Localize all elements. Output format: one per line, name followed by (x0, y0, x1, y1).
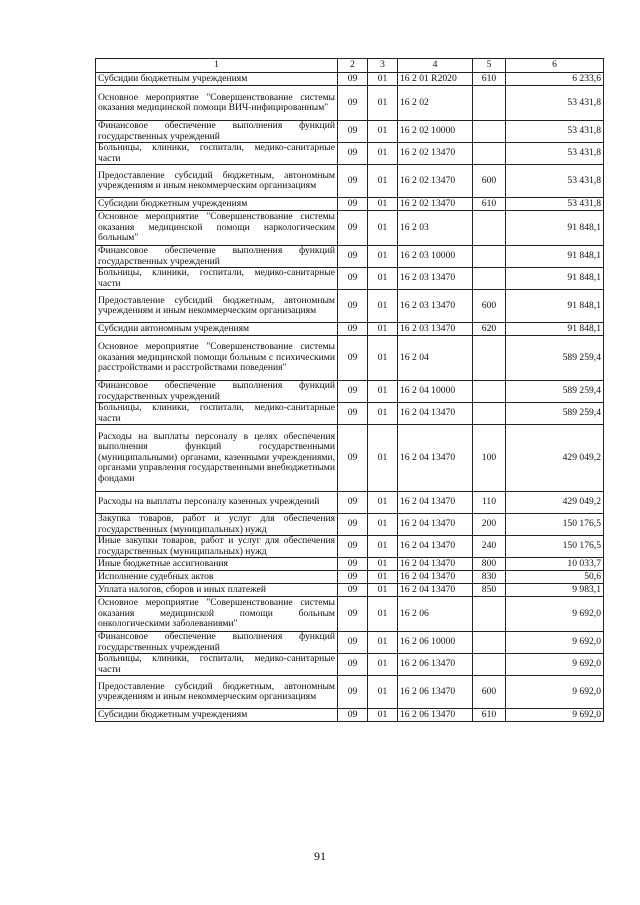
header-col-6: 6 (506, 59, 604, 73)
cell-section: 09 (338, 709, 368, 722)
cell-expense-type (473, 143, 506, 165)
cell-name: Больницы, клиники, госпитали, медико-санитарные части (96, 143, 338, 165)
cell-amount: 150 176,5 (506, 514, 604, 536)
table-row (96, 211, 604, 246)
cell-subsection: 01 (368, 632, 398, 654)
cell-amount: 589 259,4 (506, 403, 604, 425)
cell-subsection: 01 (368, 597, 398, 632)
table-row (96, 425, 604, 492)
cell-section: 09 (338, 492, 368, 514)
cell-section: 09 (338, 632, 368, 654)
cell-target-article: 16 2 04 13470 (398, 558, 473, 571)
cell-section: 09 (338, 336, 368, 381)
cell-amount: 6 233,6 (506, 73, 604, 86)
cell-subsection: 01 (368, 584, 398, 597)
cell-name: Финансовое обеспечение выполнения функций государственных учреждений (96, 246, 338, 268)
cell-subsection: 01 (368, 198, 398, 211)
cell-expense-type: 200 (473, 514, 506, 536)
cell-target-article: 16 2 04 13470 (398, 492, 473, 514)
table-row (96, 290, 604, 323)
cell-amount: 9 692,0 (506, 654, 604, 676)
cell-amount: 50,6 (506, 571, 604, 584)
cell-amount: 53 431,8 (506, 143, 604, 165)
cell-amount: 91 848,1 (506, 323, 604, 336)
cell-section: 09 (338, 571, 368, 584)
table-row (96, 584, 604, 597)
cell-target-article: 16 2 03 10000 (398, 246, 473, 268)
cell-name: Больницы, клиники, госпитали, медико-санитарные части (96, 654, 338, 676)
table-row (96, 654, 604, 676)
cell-target-article: 16 2 02 13470 (398, 198, 473, 211)
cell-amount: 10 033,7 (506, 558, 604, 571)
cell-expense-type: 800 (473, 558, 506, 571)
cell-name: Субсидии бюджетным учреждениям (96, 73, 338, 86)
cell-amount: 91 848,1 (506, 268, 604, 290)
cell-name: Основное мероприятие "Совершенствование системы оказания медицинской помощи больным с психическими расстройствами и расстройствами поведения" (96, 336, 338, 381)
cell-target-article: 16 2 06 10000 (398, 632, 473, 654)
cell-subsection: 01 (368, 290, 398, 323)
cell-section: 09 (338, 198, 368, 211)
cell-section: 09 (338, 268, 368, 290)
table-row (96, 165, 604, 198)
cell-expense-type: 100 (473, 425, 506, 492)
cell-name: Исполнение судебных актов (96, 571, 338, 584)
cell-expense-type: 610 (473, 198, 506, 211)
cell-section: 09 (338, 584, 368, 597)
table-row (96, 381, 604, 403)
cell-target-article: 16 2 03 (398, 211, 473, 246)
header-col-2: 2 (338, 59, 368, 73)
cell-subsection: 01 (368, 425, 398, 492)
cell-section: 09 (338, 425, 368, 492)
cell-amount: 9 692,0 (506, 597, 604, 632)
cell-target-article: 16 2 02 13470 (398, 165, 473, 198)
cell-subsection: 01 (368, 709, 398, 722)
cell-name: Предоставление субсидий бюджетным, автономным учреждениям и иным некоммерческим организациям (96, 676, 338, 709)
cell-subsection: 01 (368, 165, 398, 198)
cell-amount: 91 848,1 (506, 246, 604, 268)
cell-name: Расходы на выплаты персоналу казенных учреждений (96, 492, 338, 514)
table-row (96, 709, 604, 722)
header-col-5: 5 (473, 59, 506, 73)
cell-expense-type (473, 597, 506, 632)
header-col-3: 3 (368, 59, 398, 73)
cell-amount: 589 259,4 (506, 336, 604, 381)
cell-section: 09 (338, 165, 368, 198)
cell-section: 09 (338, 514, 368, 536)
table-row (96, 198, 604, 211)
cell-expense-type (473, 211, 506, 246)
table-header (96, 59, 604, 73)
cell-target-article: 16 2 02 13470 (398, 143, 473, 165)
cell-amount: 9 692,0 (506, 632, 604, 654)
cell-amount: 91 848,1 (506, 290, 604, 323)
cell-target-article: 16 2 04 13470 (398, 425, 473, 492)
cell-expense-type: 600 (473, 165, 506, 198)
cell-expense-type: 110 (473, 492, 506, 514)
cell-name: Основное мероприятие "Совершенствование системы оказания медицинской помощи наркологическим больным" (96, 211, 338, 246)
cell-subsection: 01 (368, 381, 398, 403)
cell-subsection: 01 (368, 558, 398, 571)
table-row (96, 514, 604, 536)
cell-section: 09 (338, 597, 368, 632)
cell-section: 09 (338, 246, 368, 268)
cell-section: 09 (338, 290, 368, 323)
cell-target-article: 16 2 04 13470 (398, 571, 473, 584)
cell-section: 09 (338, 654, 368, 676)
cell-expense-type (473, 403, 506, 425)
header-col-1: 1 (96, 59, 338, 73)
cell-target-article: 16 2 06 13470 (398, 654, 473, 676)
cell-target-article: 16 2 04 13470 (398, 584, 473, 597)
cell-target-article: 16 2 01 R2020 (398, 73, 473, 86)
cell-amount: 53 431,8 (506, 165, 604, 198)
cell-subsection: 01 (368, 246, 398, 268)
cell-target-article: 16 2 02 10000 (398, 121, 473, 143)
cell-amount: 91 848,1 (506, 211, 604, 246)
cell-name: Субсидии бюджетным учреждениям (96, 198, 338, 211)
cell-section: 09 (338, 73, 368, 86)
cell-expense-type: 850 (473, 584, 506, 597)
table-row (96, 558, 604, 571)
cell-subsection: 01 (368, 654, 398, 676)
cell-expense-type: 610 (473, 709, 506, 722)
cell-target-article: 16 2 04 13470 (398, 403, 473, 425)
cell-target-article: 16 2 03 13470 (398, 290, 473, 323)
table-row (96, 571, 604, 584)
cell-expense-type: 830 (473, 571, 506, 584)
cell-expense-type: 620 (473, 323, 506, 336)
cell-expense-type: 240 (473, 536, 506, 558)
table-row (96, 336, 604, 381)
cell-name: Иные закупки товаров, работ и услуг для обеспечения государственных (муниципальных) нужд (96, 536, 338, 558)
cell-section: 09 (338, 121, 368, 143)
cell-expense-type (473, 381, 506, 403)
cell-target-article: 16 2 04 (398, 336, 473, 381)
cell-amount: 53 431,8 (506, 86, 604, 121)
table-row (96, 597, 604, 632)
cell-expense-type (473, 121, 506, 143)
cell-target-article: 16 2 06 (398, 597, 473, 632)
cell-name: Закупка товаров, работ и услуг для обеспечения государственных (муниципальных) нужд (96, 514, 338, 536)
cell-name: Основное мероприятие "Совершенствование системы оказания медицинской помощи ВИЧ-инфицированным" (96, 86, 338, 121)
cell-subsection: 01 (368, 143, 398, 165)
table-row (96, 268, 604, 290)
cell-subsection: 01 (368, 536, 398, 558)
cell-name: Финансовое обеспечение выполнения функций государственных учреждений (96, 121, 338, 143)
cell-section: 09 (338, 676, 368, 709)
cell-subsection: 01 (368, 268, 398, 290)
cell-expense-type: 600 (473, 290, 506, 323)
cell-subsection: 01 (368, 121, 398, 143)
cell-expense-type: 610 (473, 73, 506, 86)
table-row (96, 676, 604, 709)
cell-expense-type (473, 246, 506, 268)
cell-target-article: 16 2 04 13470 (398, 536, 473, 558)
cell-subsection: 01 (368, 676, 398, 709)
cell-subsection: 01 (368, 571, 398, 584)
table-row (96, 492, 604, 514)
table-row (96, 536, 604, 558)
cell-amount: 429 049,2 (506, 425, 604, 492)
cell-expense-type: 600 (473, 676, 506, 709)
cell-subsection: 01 (368, 211, 398, 246)
cell-expense-type (473, 268, 506, 290)
cell-subsection: 01 (368, 514, 398, 536)
cell-name: Предоставление субсидий бюджетным, автономным учреждениям и иным некоммерческим организациям (96, 290, 338, 323)
table-row (96, 143, 604, 165)
page-number: 91 (314, 849, 326, 863)
table-row (96, 246, 604, 268)
table-row (96, 73, 604, 86)
table-row (96, 121, 604, 143)
cell-expense-type (473, 86, 506, 121)
budget-table (95, 58, 604, 722)
cell-name: Предоставление субсидий бюджетным, автономным учреждениям и иным некоммерческим организациям (96, 165, 338, 198)
cell-target-article: 16 2 03 13470 (398, 323, 473, 336)
cell-amount: 9 983,1 (506, 584, 604, 597)
cell-subsection: 01 (368, 403, 398, 425)
cell-name: Финансовое обеспечение выполнения функций государственных учреждений (96, 381, 338, 403)
header-col-4: 4 (398, 59, 473, 73)
cell-subsection: 01 (368, 73, 398, 86)
table-body (96, 73, 604, 722)
cell-amount: 589 259,4 (506, 381, 604, 403)
cell-expense-type (473, 654, 506, 676)
cell-expense-type (473, 632, 506, 654)
cell-subsection: 01 (368, 336, 398, 381)
cell-amount: 53 431,8 (506, 121, 604, 143)
cell-name: Субсидии бюджетным учреждениям (96, 709, 338, 722)
cell-name: Больницы, клиники, госпитали, медико-санитарные части (96, 268, 338, 290)
cell-section: 09 (338, 211, 368, 246)
cell-name: Финансовое обеспечение выполнения функций государственных учреждений (96, 632, 338, 654)
cell-target-article: 16 2 04 10000 (398, 381, 473, 403)
table-row (96, 632, 604, 654)
cell-section: 09 (338, 86, 368, 121)
cell-section: 09 (338, 403, 368, 425)
cell-amount: 9 692,0 (506, 709, 604, 722)
cell-subsection: 01 (368, 323, 398, 336)
cell-name: Основное мероприятие "Совершенствование системы оказания медицинской помощи больным онкологическими заболеваниями" (96, 597, 338, 632)
cell-name: Иные бюджетные ассигнования (96, 558, 338, 571)
cell-amount: 150 176,5 (506, 536, 604, 558)
cell-amount: 9 692,0 (506, 676, 604, 709)
cell-target-article: 16 2 03 13470 (398, 268, 473, 290)
cell-target-article: 16 2 06 13470 (398, 709, 473, 722)
cell-name: Субсидии автономным учреждениям (96, 323, 338, 336)
cell-target-article: 16 2 06 13470 (398, 676, 473, 709)
cell-name: Уплата налогов, сборов и иных платежей (96, 584, 338, 597)
cell-name: Расходы на выплаты персоналу в целях обеспечения выполнения функций государственными (муниципальными) органами, казенными учреждениями, органами управления государственными внебюджетными фондами (96, 425, 338, 492)
cell-section: 09 (338, 143, 368, 165)
cell-target-article: 16 2 02 (398, 86, 473, 121)
cell-section: 09 (338, 536, 368, 558)
cell-target-article: 16 2 04 13470 (398, 514, 473, 536)
cell-amount: 53 431,8 (506, 198, 604, 211)
cell-section: 09 (338, 381, 368, 403)
cell-section: 09 (338, 558, 368, 571)
table-row (96, 86, 604, 121)
cell-subsection: 01 (368, 86, 398, 121)
cell-name: Больницы, клиники, госпитали, медико-санитарные части (96, 403, 338, 425)
cell-section: 09 (338, 323, 368, 336)
cell-subsection: 01 (368, 492, 398, 514)
cell-amount: 429 049,2 (506, 492, 604, 514)
table-row (96, 323, 604, 336)
cell-expense-type (473, 336, 506, 381)
table-row (96, 403, 604, 425)
header-row (96, 59, 604, 73)
